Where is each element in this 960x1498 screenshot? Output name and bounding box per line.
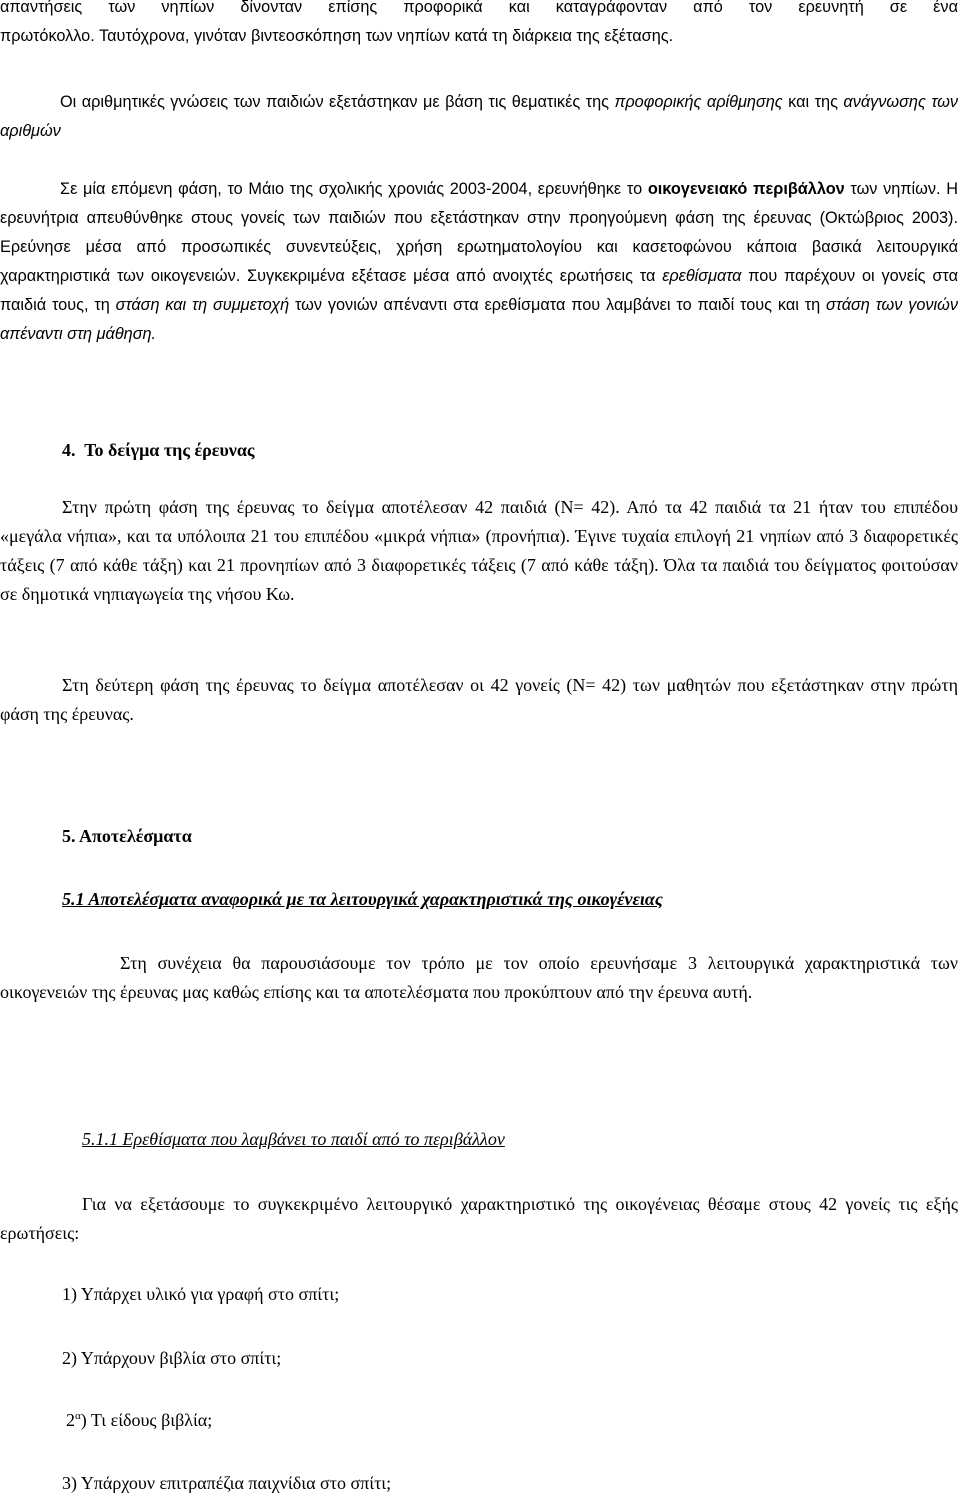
question-2: 2) Υπάρχουν βιβλία στο σπίτι; (62, 1348, 282, 1368)
section-4-heading (62, 436, 952, 465)
arithmetic-paragraph (0, 88, 958, 146)
family-text-b: των νηπίων. Η ερευνήτρια απευθύνθηκε στους γονείς των παιδιών που εξετάστηκαν στην προηγούμενη φάση της έρευνας (Οκτώβριος 2003). Ερεύνησε μέσα από προσωπικές συνεντεύξεις, χρήση ερωτηματολογίου και κασετοφώνου κάποια βασικά λειτουργικά χαρακτηριστικά των οικογενειών. Συγκεκριμένα εξέτασε μέσα από ανοιχτές ερωτήσεις τα (0, 180, 959, 285)
intro-paragraph (0, 0, 958, 51)
section-5-1-1-title: 5.1.1 Ερεθίσματα που λαμβάνει το παιδί από το περιβάλλον (82, 1129, 505, 1149)
arith-text-b: και της (782, 93, 844, 111)
section-5-1-title: 5.1 Αποτελέσματα αναφορικά με τα λειτουργικά χαρακτηριστικά της οικογένειας (62, 889, 663, 909)
family-paragraph (0, 175, 958, 349)
intro-line-1: απαντήσεις των νηπίων δίνονταν επίσης προφορικά και καταγράφονταν από τον ερευνητή σε ένα (0, 0, 958, 16)
family-bold: οικογενειακό περιβάλλον (647, 180, 845, 198)
sample-paragraph-2: Στη δεύτερη φάση της έρευνας το δείγμα αποτέλεσαν οι 42 γονείς (Ν= 42) των μαθητών που εξετάστηκαν στην πρώτη φάση της έρευνας. (0, 675, 958, 724)
arith-italic-b: ανάγνωσης των αριθμών (0, 93, 959, 140)
section-5-heading: 5. Αποτελέσματα (62, 826, 192, 846)
family-text-a: Σε μία επόμενη φάση, το Μάιο της σχολικής χρονιάς 2003-2004, ερευνήθηκε το (60, 180, 648, 198)
question-2a-number: 2 (66, 1410, 75, 1430)
section-5-1-1-heading (82, 1125, 952, 1154)
arith-text-a: Οι αριθμητικές γνώσεις των παιδιών εξετάστηκαν με βάση τις θεματικές της (60, 93, 615, 111)
intro-line-2: πρωτόκολλο. Ταυτόχρονα, γινόταν βιντεοσκόπηση των νηπίων κατά τη διάρκεια της εξέτασης. (0, 27, 674, 45)
family-italic-3: στάση των γονιών απέναντι στη μάθηση. (0, 296, 958, 343)
section-5-1-heading (62, 885, 952, 914)
questions-intro-paragraph: Για να εξετάσουμε το συγκεκριμένο λειτουργικό χαρακτηριστικό της οικογένειας θέσαμε στους 42 γονείς τις εξής ερωτήσεις: (0, 1194, 958, 1243)
question-2a-superscript: α (75, 1410, 81, 1422)
family-text-c: που παρέχουν οι γονείς στα παιδιά τους, τη (0, 267, 958, 314)
family-italic-1: ερεθίσματα (662, 267, 742, 285)
question-1: 1) Υπάρχει υλικό για γραφή στο σπίτι; (62, 1284, 340, 1304)
section-4-number: 4. (62, 440, 76, 460)
family-italic-2: στάση και τη συμμετοχή (115, 296, 290, 314)
sample-paragraph-1: Στην πρώτη φάση της έρευνας το δείγμα αποτέλεσαν 42 παιδιά (Ν= 42). Από τα 42 παιδιά τα 21 ήταν του επιπέδου «μεγάλα νήπια», και τα υπόλοιπα 21 του επιπέδου «μικρά νήπια» (προνήπια). Έγινε τυχαία επιλογή 21 νηπίων από 3 διαφορετικές τάξεις (7 από κάθε τάξη) και 21 προνηπίων από 3 διαφορετικές τάξεις (7 από κάθε τάξη). Όλα τα παιδιά του δείγματος φοιτούσαν σε δημοτικά νηπιαγωγεία της νήσου Κω. (0, 497, 958, 604)
question-2a-text: ) Τι είδους βιβλία; (80, 1410, 213, 1430)
section-4-title: Το δείγμα της έρευνας (84, 440, 255, 460)
question-2a (66, 1406, 952, 1435)
question-3: 3) Υπάρχουν επιτραπέζια παιχνίδια στο σπίτι; (62, 1473, 392, 1493)
results-intro-paragraph: Στη συνέχεια θα παρουσιάσουμε τον τρόπο με τον οποίο ερευνήσαμε 3 λειτουργικά χαρακτηριστικά των οικογενειών της έρευνας μας καθώς επίσης και τα αποτελέσματα που προκύπτουν από την έρευνα αυτή. (0, 953, 958, 1002)
family-text-d: των γονιών απέναντι στα ερεθίσματα που λαμβάνει το παιδί τους και τη (289, 296, 827, 314)
arith-italic-a: προφορικής αρίθμησης (614, 93, 783, 111)
